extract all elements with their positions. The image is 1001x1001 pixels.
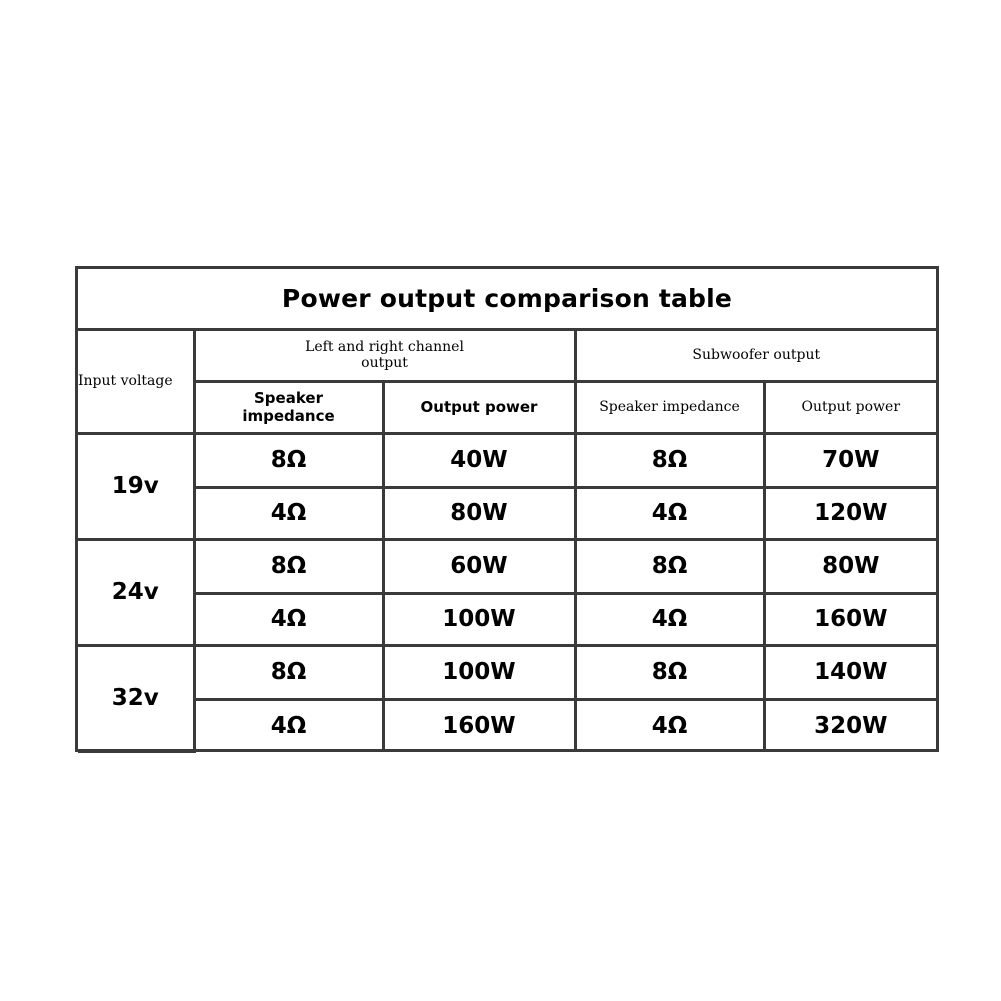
sub-impedance-cell: 8Ω	[575, 433, 764, 487]
table-row	[78, 699, 936, 751]
table-row	[78, 645, 936, 699]
lr-power-cell: 100W	[383, 593, 575, 645]
sub-impedance-cell: 8Ω	[575, 539, 764, 593]
left-right-channel-header	[194, 329, 575, 381]
lr-impedance-cell: 8Ω	[194, 539, 383, 593]
lr-impedance-cell: 8Ω	[194, 433, 383, 487]
lr-output-power-header: Output power	[383, 381, 575, 433]
table-row	[78, 593, 936, 645]
lr-impedance-cell: 4Ω	[194, 487, 383, 539]
table-row	[78, 433, 936, 487]
lr-impedance-cell: 4Ω	[194, 699, 383, 751]
sub-impedance-cell: 4Ω	[575, 487, 764, 539]
power-comparison-table-frame	[75, 266, 939, 752]
lr-power-cell: 100W	[383, 645, 575, 699]
table-row	[78, 539, 936, 593]
input-voltage-cell: 32v	[78, 645, 194, 751]
sub-output-power-header: Output power	[764, 381, 936, 433]
sub-power-cell: 70W	[764, 433, 936, 487]
power-comparison-table	[78, 269, 936, 753]
sub-power-cell: 120W	[764, 487, 936, 539]
sub-speaker-impedance-header: Speaker impedance	[575, 381, 764, 433]
lr-impedance-cell: 4Ω	[194, 593, 383, 645]
sub-power-cell: 140W	[764, 645, 936, 699]
lr-speaker-impedance-header-line1: Speaker	[254, 389, 323, 407]
input-voltage-header: Input voltage	[78, 329, 194, 433]
lr-speaker-impedance-header	[194, 381, 383, 433]
lr-power-cell: 160W	[383, 699, 575, 751]
table-row	[78, 487, 936, 539]
lr-speaker-impedance-header-line2: impedance	[242, 407, 335, 425]
subwoofer-output-header: Subwoofer output	[575, 329, 936, 381]
left-right-channel-header-line1: Left and right channel	[305, 339, 464, 355]
sub-power-cell: 80W	[764, 539, 936, 593]
left-right-channel-header-line2: output	[361, 355, 408, 371]
lr-power-cell: 60W	[383, 539, 575, 593]
lr-impedance-cell: 8Ω	[194, 645, 383, 699]
lr-power-cell: 40W	[383, 433, 575, 487]
sub-power-cell: 160W	[764, 593, 936, 645]
input-voltage-cell: 19v	[78, 433, 194, 539]
input-voltage-cell: 24v	[78, 539, 194, 645]
sub-impedance-cell: 8Ω	[575, 645, 764, 699]
sub-power-cell: 320W	[764, 699, 936, 751]
table-title: Power output comparison table	[78, 269, 936, 329]
lr-power-cell: 80W	[383, 487, 575, 539]
sub-impedance-cell: 4Ω	[575, 699, 764, 751]
sub-impedance-cell: 4Ω	[575, 593, 764, 645]
